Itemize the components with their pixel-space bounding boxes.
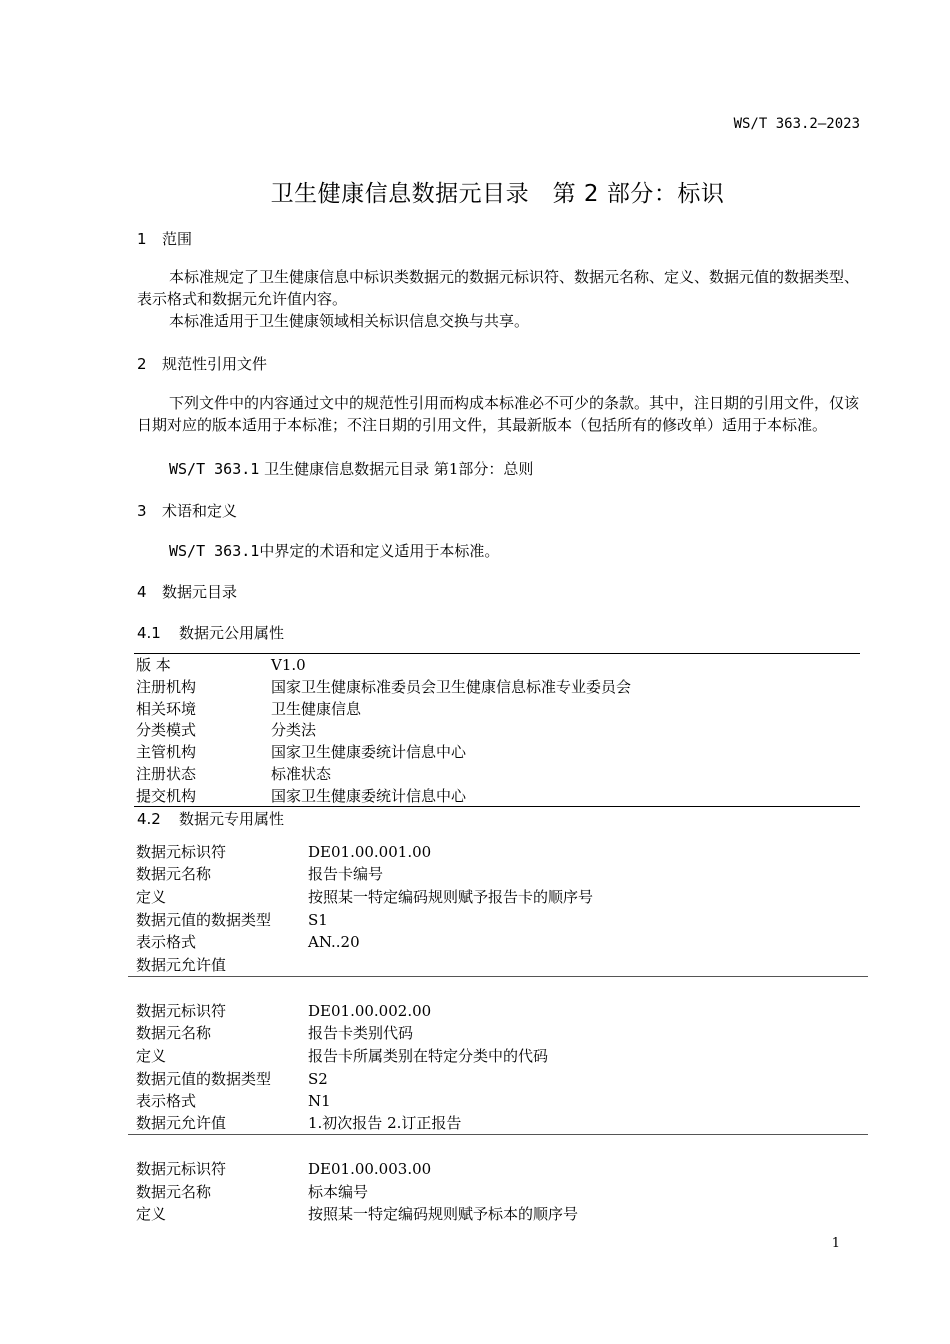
element-value: DE01.00.003.00: [308, 1160, 432, 1178]
page-number: 1: [831, 1236, 840, 1251]
standard-number: WS/T 363.2—2023: [733, 116, 860, 132]
attr-label: 主管机构: [136, 743, 197, 761]
element-value: DE01.00.002.00: [308, 1002, 432, 1020]
element-value: 按照某一特定编码规则赋予报告卡的顺序号: [308, 888, 594, 906]
section-3-text: 中界定的术语和定义适用于本标准。: [259, 542, 500, 560]
normative-reference: [169, 458, 533, 479]
section-2-heading: [137, 353, 267, 374]
element-value: 标本编号: [308, 1183, 369, 1201]
element-label: 表示格式: [136, 933, 197, 951]
element-label: 数据元标识符: [136, 843, 227, 861]
attr-value: V1.0: [271, 656, 306, 674]
element-label: 数据元标识符: [136, 1160, 227, 1178]
table-bottom-rule: [134, 806, 860, 807]
attr-label: 分类模式: [136, 721, 197, 739]
element-label: 数据元允许值: [136, 1114, 227, 1132]
reference-code: WS/T 363.1: [169, 460, 260, 478]
section-3-heading: [137, 500, 237, 521]
attr-label: 版 本: [136, 656, 171, 674]
attr-value: 国家卫生健康标准委员会卫生健康信息标准专业委员会: [271, 678, 632, 696]
section-2-paragraph-1: 下列文件中的内容通过文中的规范性引用而构成本标准必不可少的条款。其中，注日期的引用文件，仅该日期对应的版本适用于本标准；不注日期的引用文件，其最新版本（包括所有的修改单）适用于本标准。: [137, 394, 860, 434]
element-label: 表示格式: [136, 1092, 197, 1110]
element-value: S2: [308, 1070, 328, 1088]
reference-title: 卫生健康信息数据元目录 第1部分：总则: [264, 460, 534, 478]
section-number: 1: [137, 230, 147, 248]
attr-value: 国家卫生健康委统计信息中心: [271, 787, 467, 805]
element-value: DE01.00.001.00: [308, 843, 432, 861]
element-label: 数据元标识符: [136, 1002, 227, 1020]
element-label: 数据元名称: [136, 1183, 212, 1201]
attr-value: 卫生健康信息: [271, 700, 362, 718]
element-label: 数据元名称: [136, 1024, 212, 1042]
element-separator: [128, 976, 868, 977]
element-value: 1.初次报告 2.订正报告: [308, 1114, 462, 1132]
attr-label: 提交机构: [136, 787, 197, 805]
subsection-title: 数据元专用属性: [179, 810, 285, 828]
element-value: 按照某一特定编码规则赋予标本的顺序号: [308, 1205, 579, 1223]
attr-label: 注册机构: [136, 678, 197, 696]
reference-code: WS/T 363.1: [169, 542, 260, 560]
element-label: 定义: [136, 1047, 167, 1065]
element-value: 报告卡编号: [308, 865, 384, 883]
section-title: 规范性引用文件: [162, 355, 268, 373]
element-label: 数据元允许值: [136, 956, 227, 974]
element-label: 定义: [136, 888, 167, 906]
document-title: 卫生健康信息数据元目录 第 2 部分：标识: [270, 181, 725, 207]
element-label: 定义: [136, 1205, 167, 1223]
section-3-paragraph-1: [169, 540, 499, 561]
element-label: 数据元名称: [136, 865, 212, 883]
section-number: 3: [137, 502, 147, 520]
element-value: N1: [308, 1092, 331, 1110]
attr-label: 注册状态: [136, 765, 197, 783]
section-number: 4: [137, 583, 147, 601]
section-title: 范围: [162, 230, 193, 248]
subsection-4-2-heading: [137, 808, 284, 829]
attr-value: 分类法: [271, 721, 317, 739]
subsection-title: 数据元公用属性: [179, 624, 285, 642]
subsection-number: 4.1: [137, 624, 161, 642]
element-label: 数据元值的数据类型: [136, 911, 272, 929]
subsection-number: 4.2: [137, 810, 161, 828]
element-value: 报告卡所属类别在特定分类中的代码: [308, 1047, 549, 1065]
section-1-paragraph-2: 本标准适用于卫生健康领域相关标识信息交换与共享。: [169, 312, 530, 330]
attr-value: 标准状态: [271, 765, 332, 783]
attr-value: 国家卫生健康委统计信息中心: [271, 743, 467, 761]
table-top-rule: [134, 653, 860, 654]
element-value: 报告卡类别代码: [308, 1024, 414, 1042]
subsection-4-1-heading: [137, 622, 284, 643]
section-title: 术语和定义: [162, 502, 238, 520]
section-number: 2: [137, 355, 147, 373]
section-1-heading: [137, 228, 192, 249]
element-value: S1: [308, 911, 328, 929]
attr-label: 相关环境: [136, 700, 197, 718]
section-title: 数据元目录: [162, 583, 238, 601]
element-value: AN..20: [308, 933, 360, 951]
element-label: 数据元值的数据类型: [136, 1070, 272, 1088]
element-separator: [128, 1134, 868, 1135]
section-1-paragraph-1: 本标准规定了卫生健康信息中标识类数据元的数据元标识符、数据元名称、定义、数据元值的数据类型、表示格式和数据元允许值内容。: [137, 268, 860, 308]
section-4-heading: [137, 581, 237, 602]
